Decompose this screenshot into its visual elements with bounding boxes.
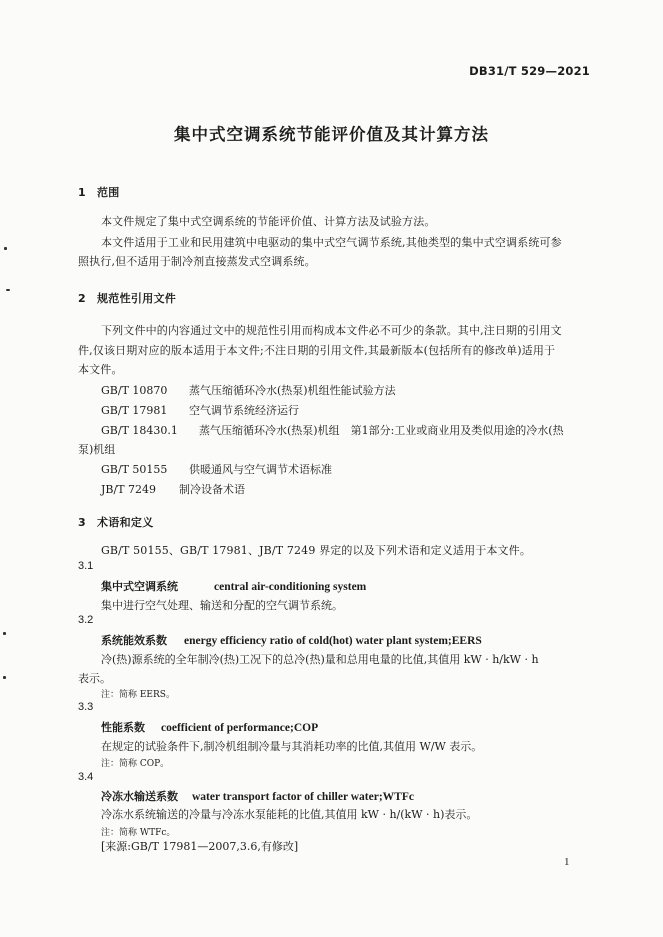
scan-speck xyxy=(3,676,6,679)
section-2-para-line-2: 件,仅该日期对应的版本适用于本文件;不注日期的引用文件,其最新版本(包括所有的修改单)适用于 xyxy=(78,344,556,357)
reference-code: GB/T 50155 xyxy=(101,463,168,476)
term-number: 3.1 xyxy=(78,560,94,572)
section-2-para-line-3: 本文件。 xyxy=(78,363,123,376)
reference-item-continuation xyxy=(78,441,115,457)
reference-code: GB/T 18430.1 xyxy=(101,424,178,437)
section-2-number: 2 xyxy=(78,292,86,305)
term-definition-line-1: 冷(热)源系统的全年制冷(热)工况下的总冷(热)量和总用电量的比值,其值用 kW · h/kW · h xyxy=(101,653,539,666)
reference-item xyxy=(101,402,299,418)
term-name-en: central air-conditioning system xyxy=(214,581,367,593)
standard-code: DB31/T 529—2021 xyxy=(469,64,590,78)
term-name-en: coefficient of performance;COP xyxy=(161,722,319,734)
section-1-para-2-line-1: 本文件适用于工业和民用建筑中电驱动的集中式空气调节系统,其他类型的集中式空调系统可参 xyxy=(101,236,562,249)
scan-speck xyxy=(3,632,6,635)
page-number: 1 xyxy=(564,856,570,868)
term-heading xyxy=(101,632,482,648)
document-title: 集中式空调系统节能评价值及其计算方法 xyxy=(174,125,489,144)
term-note: 注：简称 WTFc。 xyxy=(101,828,176,838)
scan-speck xyxy=(6,289,10,291)
reference-title: 蒸气压缩循环冷水(热泵)机组 第1部分:工业或商业用及类似用途的冷水(热 xyxy=(199,424,564,437)
section-1-heading xyxy=(78,184,120,200)
term-name-en: water transport factor of chiller water;WTFc xyxy=(192,791,414,803)
term-definition: 冷冻水系统输送的冷量与冷冻水泵能耗的比值,其值用 kW · h/(kW · h)表示。 xyxy=(101,808,478,821)
term-number: 3.3 xyxy=(78,701,94,713)
section-2-title: 规范性引用文件 xyxy=(97,292,177,305)
reference-item xyxy=(101,422,564,438)
term-name-cn: 性能系数 xyxy=(101,721,145,734)
section-3-title: 术语和定义 xyxy=(97,516,154,529)
term-name-cn: 系统能效系数 xyxy=(101,634,167,647)
term-definition: 集中进行空气处理、输送和分配的空气调节系统。 xyxy=(101,599,343,612)
section-3-intro: GB/T 50155、GB/T 17981、JB/T 7249 界定的以及下列术语和定义适用于本文件。 xyxy=(101,544,531,557)
term-note: 注：简称 EERS。 xyxy=(101,690,175,700)
section-1-para-1: 本文件规定了集中式空调系统的节能评价值、计算方法及试验方法。 xyxy=(101,215,436,228)
section-1-title: 范围 xyxy=(97,186,120,199)
term-number: 3.2 xyxy=(78,614,94,626)
section-1-number: 1 xyxy=(78,186,86,199)
reference-item xyxy=(101,461,332,477)
term-heading xyxy=(101,788,414,804)
term-name-cn: 集中式空调系统 xyxy=(101,580,178,593)
reference-code: GB/T 10870 xyxy=(101,384,168,397)
term-number: 3.4 xyxy=(78,771,94,783)
section-3-number: 3 xyxy=(78,516,86,529)
reference-code: JB/T 7249 xyxy=(101,483,157,496)
term-definition-line-2: 表示。 xyxy=(78,672,111,685)
scan-speck xyxy=(4,247,7,250)
reference-title: 泵)机组 xyxy=(78,443,116,456)
term-name-cn: 冷冻水输送系数 xyxy=(101,790,178,803)
term-source: [来源:GB/T 17981—2007,3.6,有修改] xyxy=(101,840,299,853)
reference-title: 制冷设备术语 xyxy=(179,483,245,496)
reference-title: 蒸气压缩循环冷水(热泵)机组性能试验方法 xyxy=(189,384,396,397)
section-3-heading xyxy=(78,514,154,530)
term-heading xyxy=(101,719,318,735)
reference-item xyxy=(101,481,245,497)
section-1-para-2-line-2: 照执行,但不适用于制冷剂直接蒸发式空调系统。 xyxy=(78,255,316,268)
term-note: 注：简称 COP。 xyxy=(101,759,170,769)
reference-item xyxy=(101,382,396,398)
reference-code: GB/T 17981 xyxy=(101,404,168,417)
term-heading xyxy=(101,578,366,594)
section-2-heading xyxy=(78,290,176,306)
term-definition: 在规定的试验条件下,制冷机组制冷量与其消耗功率的比值,其值用 W/W 表示。 xyxy=(101,740,483,753)
reference-title: 供暖通风与空气调节术语标准 xyxy=(189,463,332,476)
section-2-para-line-1: 下列文件中的内容通过文中的规范性引用而构成本文件必不可少的条款。其中,注日期的引用文 xyxy=(101,324,562,337)
term-name-en: energy efficiency ratio of cold(hot) water plant system;EERS xyxy=(184,635,482,647)
reference-title: 空气调节系统经济运行 xyxy=(189,404,299,417)
